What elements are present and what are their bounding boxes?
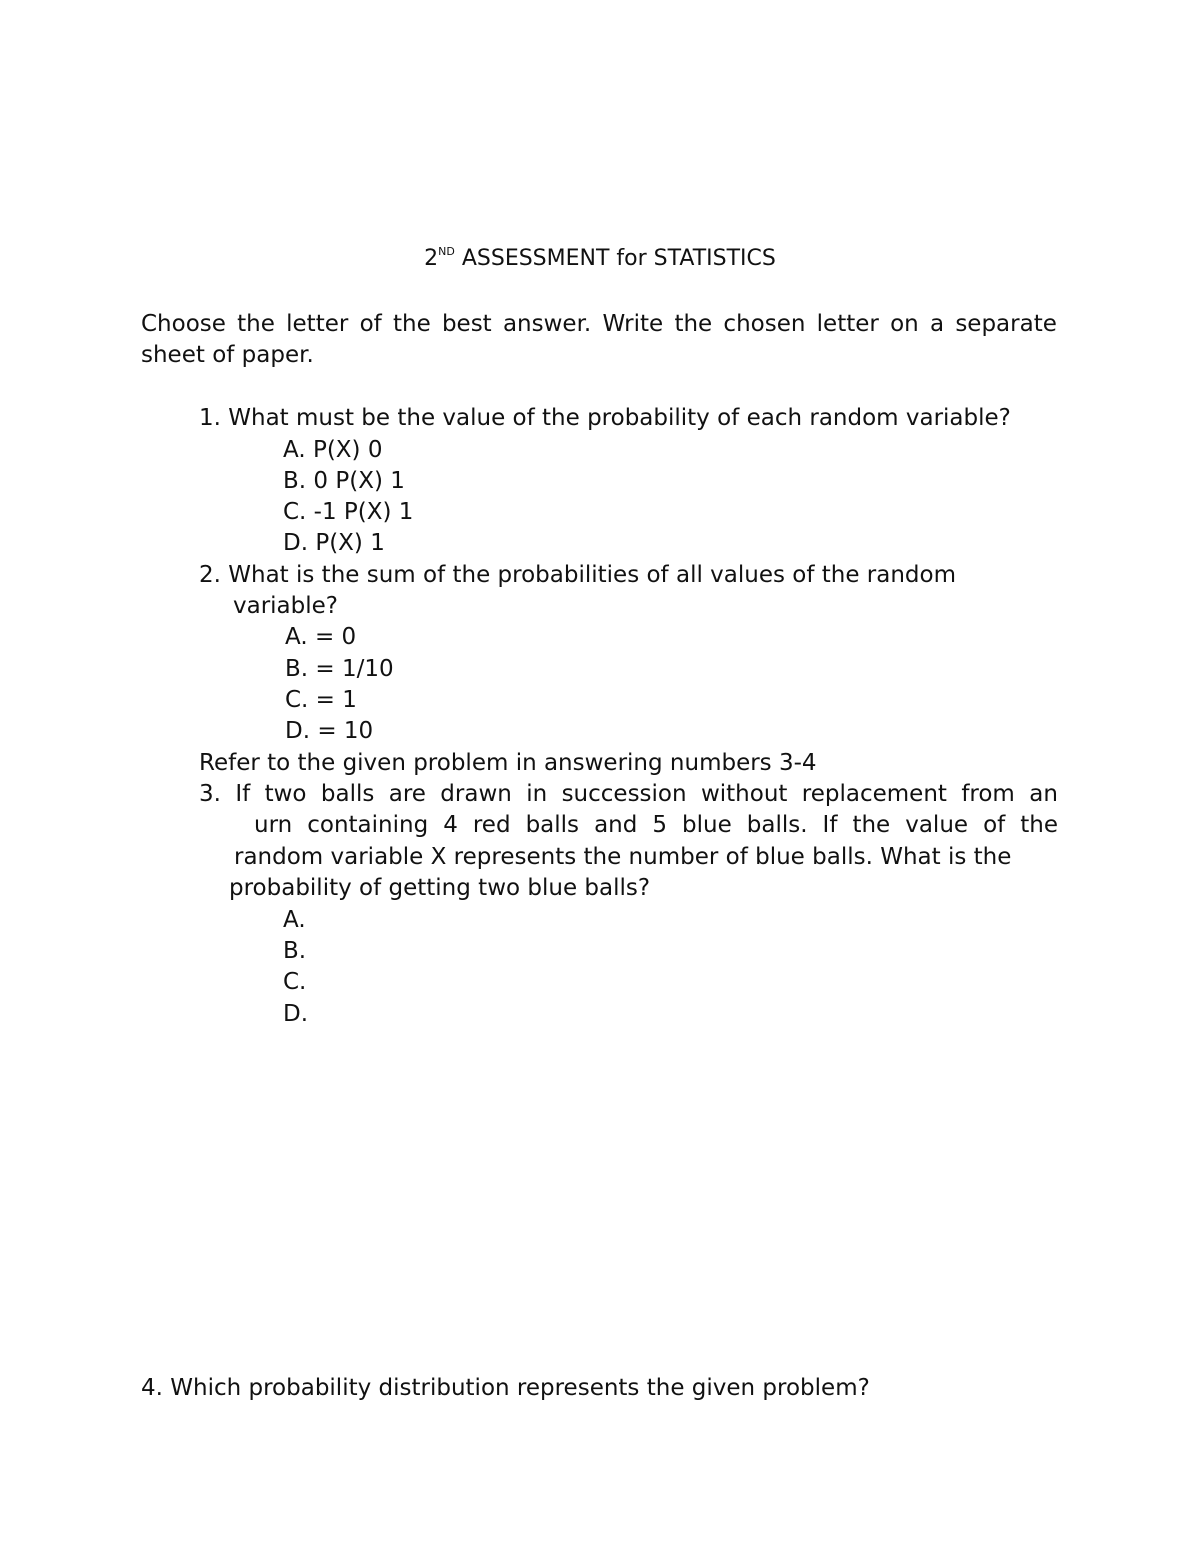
question-3-word: balls xyxy=(525,812,580,838)
instructions-word: a xyxy=(929,311,945,337)
title-ordinal-suffix: ND xyxy=(438,245,455,258)
question-3-word: succession xyxy=(561,781,687,807)
title-text: ASSESSMENT for STATISTICS xyxy=(454,246,776,271)
question-2-option-a: A. = 0 xyxy=(285,624,357,650)
question-3-word: If xyxy=(235,781,251,807)
refer-note: Refer to the given problem in answering numbers 3-4 xyxy=(199,750,817,776)
question-1-option-d: D. P(X) 1 xyxy=(283,530,385,556)
question-3-word: two xyxy=(264,781,307,807)
question-2-option-d: D. = 10 xyxy=(285,718,374,744)
title-ordinal-number: 2 xyxy=(424,246,439,271)
question-3-word: are xyxy=(388,781,426,807)
question-3-word: value xyxy=(905,812,969,838)
instructions-line-2: sheet of paper. xyxy=(141,342,314,368)
instructions-word: best xyxy=(441,311,492,337)
instructions-word: chosen xyxy=(723,311,806,337)
question-3-stem-line-2 xyxy=(254,814,1058,837)
question-4-stem: 4. Which probability distribution represents the given problem? xyxy=(141,1375,870,1401)
question-1-option-a: A. P(X) 0 xyxy=(283,437,383,463)
instructions-word: the xyxy=(237,311,275,337)
question-1-option-b: B. 0 P(X) 1 xyxy=(283,468,405,494)
question-1-option-c: C. -1 P(X) 1 xyxy=(283,499,414,525)
question-3-stem-line-4: probability of getting two blue balls? xyxy=(229,875,651,901)
question-3-word: 4 xyxy=(443,812,458,838)
question-3-word: drawn xyxy=(440,781,512,807)
question-3-word: If xyxy=(822,812,838,838)
instructions-word: on xyxy=(890,311,919,337)
instructions-word: letter xyxy=(286,311,349,337)
question-3-stem-line-1 xyxy=(199,783,1058,806)
question-3-word: replacement xyxy=(801,781,947,807)
question-3-word: from xyxy=(961,781,1015,807)
instructions-word: Write xyxy=(602,311,664,337)
question-3-word: balls. xyxy=(746,812,808,838)
question-2-stem-line-1: 2. What is the sum of the probabilities of all values of the random xyxy=(199,562,957,588)
question-3-word: balls xyxy=(320,781,375,807)
question-3-option-a: A. xyxy=(283,907,306,933)
question-3-word: 3. xyxy=(199,781,221,807)
question-2-option-c: C. = 1 xyxy=(285,687,357,713)
question-3-word: of xyxy=(983,812,1006,838)
question-2-option-b: B. = 1/10 xyxy=(285,656,394,682)
question-3-word: an xyxy=(1029,781,1058,807)
instructions-word: the xyxy=(392,311,431,337)
question-3-word: urn xyxy=(254,812,293,838)
instructions-word: Choose xyxy=(141,311,226,337)
question-3-word: the xyxy=(1020,812,1058,838)
instructions-word: the xyxy=(674,311,713,337)
question-3-word: in xyxy=(526,781,548,807)
question-3-option-c: C. xyxy=(283,969,307,995)
question-3-word: and xyxy=(594,812,638,838)
question-3-word: red xyxy=(472,812,511,838)
question-2-stem-line-2: variable? xyxy=(233,593,338,619)
instructions-word: letter xyxy=(816,311,879,337)
question-3-option-b: B. xyxy=(283,938,307,964)
instructions-word: separate xyxy=(955,311,1057,337)
question-3-word: 5 xyxy=(652,812,667,838)
question-3-word: without xyxy=(700,781,788,807)
question-3-word: containing xyxy=(307,812,429,838)
instructions-word: of xyxy=(359,311,382,337)
question-3-word: the xyxy=(852,812,891,838)
question-3-word: blue xyxy=(682,812,732,838)
instructions-line-1 xyxy=(141,313,1057,336)
question-3-stem-line-3: random variable X represents the number of blue balls. What is the xyxy=(234,844,1012,870)
instructions-word: answer. xyxy=(502,311,592,337)
question-3-option-d: D. xyxy=(283,1001,309,1027)
question-1-stem: 1. What must be the value of the probability of each random variable? xyxy=(199,405,1011,431)
page-title xyxy=(0,246,1200,270)
